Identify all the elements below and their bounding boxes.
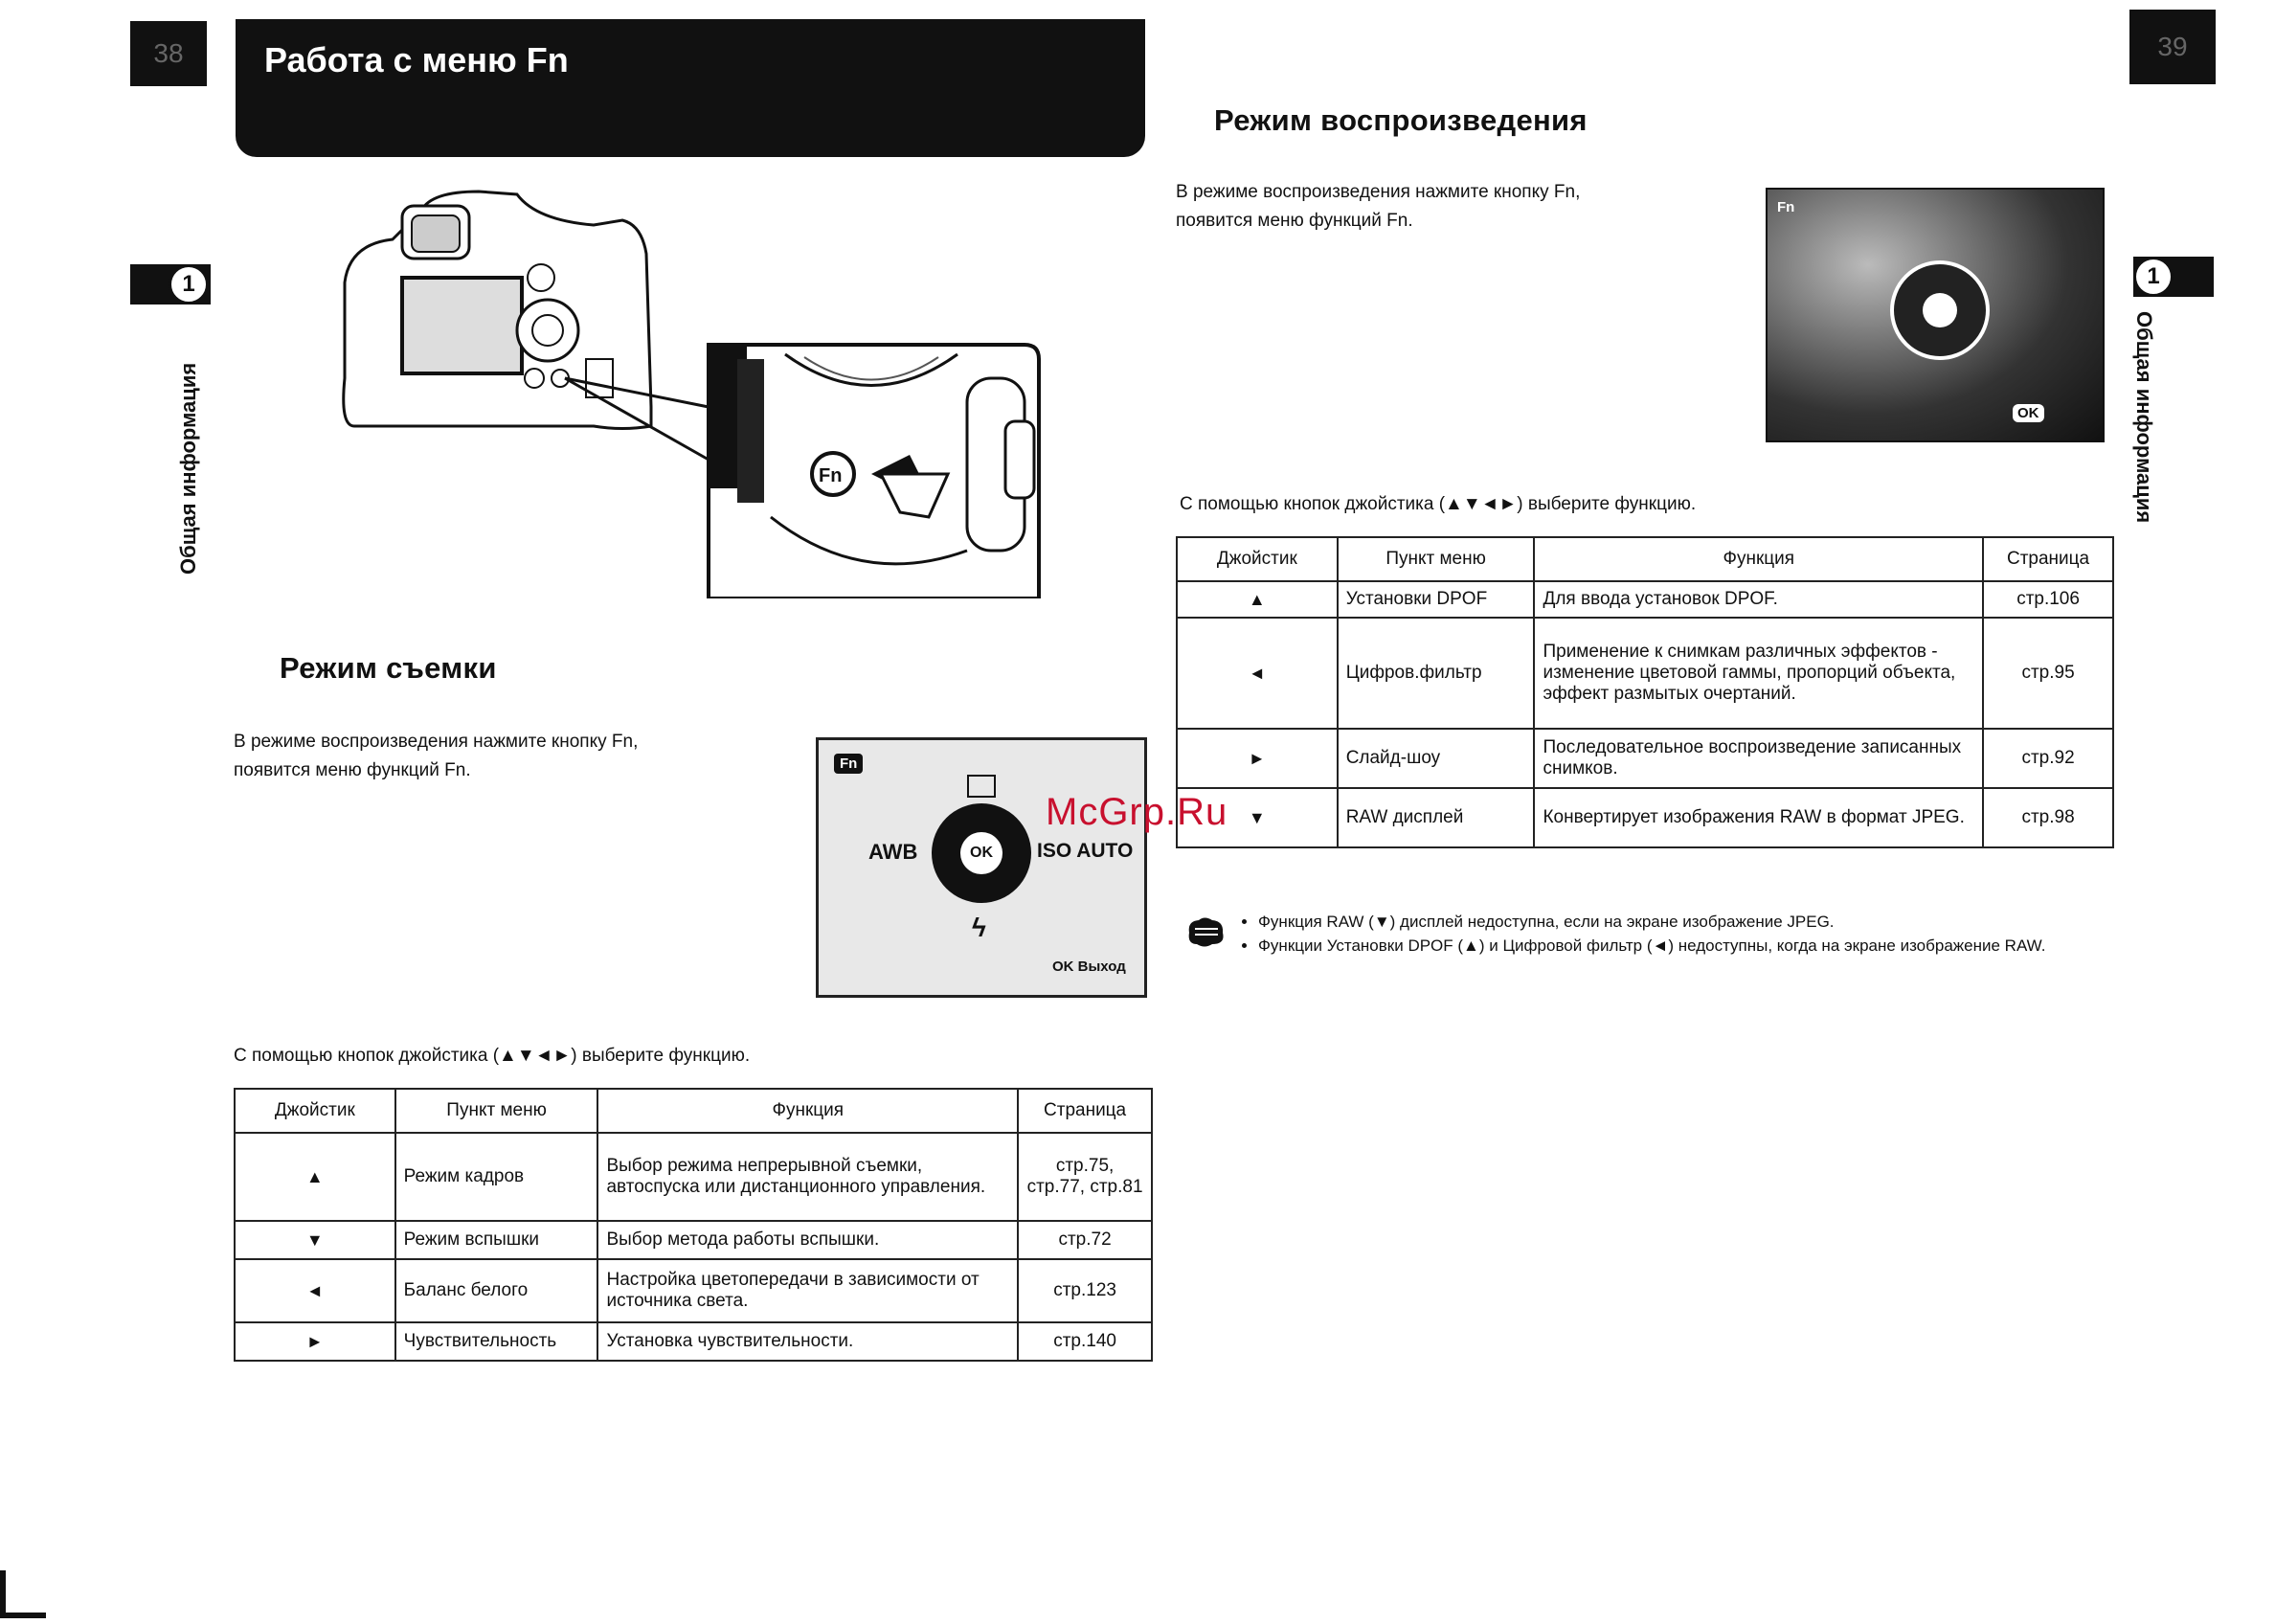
joystick-cell: ◄ xyxy=(235,1259,395,1322)
shooting-intro-line-1: В режиме воспроизведения нажмите кнопку Fn, xyxy=(234,732,639,752)
ok-center-icon xyxy=(1923,293,1957,327)
shooting-select-text: С помощью кнопок джойстика (▲▼◄►) выберите функцию. xyxy=(234,1046,751,1066)
menu-item-cell: Чувствительность xyxy=(395,1322,598,1361)
table-row xyxy=(235,1259,1152,1322)
function-cell: Настройка цветопередачи в зависимости от источника света. xyxy=(597,1259,1018,1322)
table-header: Функция xyxy=(597,1089,1018,1133)
menu-item-cell: Установки DPOF xyxy=(1338,581,1535,618)
function-cell: Для ввода установок DPOF. xyxy=(1534,581,1983,618)
table-row xyxy=(1177,788,2113,847)
joystick-cell: ▼ xyxy=(1177,788,1338,847)
crop-mark xyxy=(0,1613,46,1618)
menu-item-cell: Слайд-шоу xyxy=(1338,729,1535,788)
joystick-cell: ▲ xyxy=(235,1133,395,1221)
menu-item-cell: Режим вспышки xyxy=(395,1221,598,1259)
table-header: Страница xyxy=(1983,537,2113,581)
memo-icon xyxy=(1185,915,1228,950)
flash-icon: ϟ xyxy=(972,913,986,942)
awb-label: AWB xyxy=(868,840,918,864)
ok-label: OK xyxy=(2013,404,2044,422)
joystick-cell: ► xyxy=(235,1322,395,1361)
fn-menu-screen-shooting xyxy=(816,737,1147,998)
joystick-cell: ▲ xyxy=(1177,581,1338,618)
function-cell: Установка чувствительности. xyxy=(597,1322,1018,1361)
camera-drawing xyxy=(335,187,1048,598)
chapter-number-left: 1 xyxy=(169,264,209,304)
page-cell: стр.72 xyxy=(1018,1221,1152,1259)
camera-illustration xyxy=(335,187,1048,598)
shooting-heading: Режим съемки xyxy=(280,651,497,685)
playback-select-text: С помощью кнопок джойстика (▲▼◄►) выберите функцию. xyxy=(1180,494,1697,514)
function-cell: Выбор режима непрерывной съемки, автоспуска или дистанционного управления. xyxy=(597,1133,1018,1221)
drive-mode-icon xyxy=(967,775,996,798)
exit-label: OK Выход xyxy=(1052,959,1126,975)
table-header: Джойстик xyxy=(235,1089,395,1133)
table-header: Страница xyxy=(1018,1089,1152,1133)
iso-auto-label: ISO AUTO xyxy=(1037,840,1134,862)
joystick-cell: ◄ xyxy=(1177,618,1338,729)
page-title-bar xyxy=(236,19,1145,157)
joystick-cell: ► xyxy=(1177,729,1338,788)
joystick-dial-icon xyxy=(1890,260,1990,360)
page-cell: стр.75, стр.77, стр.81 xyxy=(1018,1133,1152,1221)
page-cell: стр.106 xyxy=(1983,581,2113,618)
function-cell: Выбор метода работы вспышки. xyxy=(597,1221,1018,1259)
table-row xyxy=(235,1221,1152,1259)
shooting-intro xyxy=(234,728,770,785)
chapter-label-right: Общая информация xyxy=(2132,311,2156,524)
menu-item-cell: RAW дисплей xyxy=(1338,788,1535,847)
table-header: Пункт меню xyxy=(1338,537,1535,581)
page-cell: стр.95 xyxy=(1983,618,2113,729)
table-header: Джойстик xyxy=(1177,537,1338,581)
function-cell: Конвертирует изображения RAW в формат JPEG. xyxy=(1534,788,1983,847)
page-number-left: 38 xyxy=(130,21,207,86)
crop-mark xyxy=(0,1570,6,1618)
note-item: • Функция RAW (▼) дисплей недоступна, если на экране изображение JPEG. xyxy=(1258,910,2139,934)
menu-item-cell: Цифров.фильтр xyxy=(1338,618,1535,729)
shooting-intro-line-2: появится меню функций Fn. xyxy=(234,760,471,780)
page-cell: стр.98 xyxy=(1983,788,2113,847)
playback-intro xyxy=(1176,178,1712,236)
notes-list xyxy=(1235,910,2139,958)
note-item: • Функции Установки DPOF (▲) и Цифровой фильтр (◄) недоступны, когда на экране изображение RAW. xyxy=(1258,934,2139,958)
menu-item-cell: Баланс белого xyxy=(395,1259,598,1322)
table-header-row xyxy=(1177,537,2113,581)
playback-intro-line-1: В режиме воспроизведения нажмите кнопку Fn, xyxy=(1176,182,1581,202)
shooting-table xyxy=(234,1088,1153,1362)
table-row xyxy=(1177,729,2113,788)
page-title: Работа с меню Fn xyxy=(264,40,569,79)
fn-badge-icon: Fn xyxy=(1777,199,1795,215)
menu-item-cell: Режим кадров xyxy=(395,1133,598,1221)
table-row xyxy=(1177,581,2113,618)
ok-center-icon: OK xyxy=(960,832,1002,874)
fn-button-label: Fn xyxy=(819,465,843,486)
function-cell: Применение к снимкам различных эффектов - изменение цветовой гаммы, пропорций объекта, эффект размытых очертаний. xyxy=(1534,618,1983,729)
playback-table xyxy=(1176,536,2114,848)
joystick-cell: ▼ xyxy=(235,1221,395,1259)
table-header-row xyxy=(235,1089,1152,1133)
page-cell: стр.92 xyxy=(1983,729,2113,788)
table-row xyxy=(235,1133,1152,1221)
watermark: McGrp.Ru xyxy=(1046,791,1228,833)
table-header: Функция xyxy=(1534,537,1983,581)
table-header: Пункт меню xyxy=(395,1089,598,1133)
chapter-label-left: Общая информация xyxy=(176,362,200,575)
chapter-number-right: 1 xyxy=(2133,257,2174,297)
memo-icon-drawing xyxy=(1185,915,1228,950)
table-row xyxy=(235,1322,1152,1361)
playback-intro-line-2: появится меню функций Fn. xyxy=(1176,211,1413,231)
joystick-dial-icon xyxy=(932,803,1031,903)
page-cell: стр.123 xyxy=(1018,1259,1152,1322)
table-row xyxy=(1177,618,2113,729)
function-cell: Последовательное воспроизведение записанных снимков. xyxy=(1534,729,1983,788)
playback-heading: Режим воспроизведения xyxy=(1214,103,1588,137)
page-cell: стр.140 xyxy=(1018,1322,1152,1361)
fn-badge-icon: Fn xyxy=(834,754,863,774)
page-number-right: 39 xyxy=(2129,10,2216,84)
fn-menu-screen-playback xyxy=(1766,188,2105,442)
